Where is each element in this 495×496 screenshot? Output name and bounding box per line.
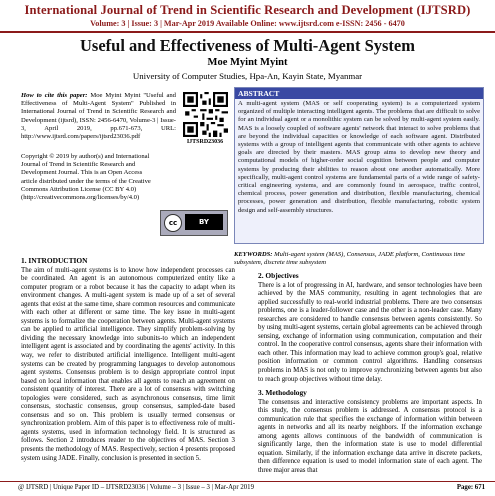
- copyright-notice: Copyright © 2019 by author(s) and International Journal of Trend in Scientific Research and Development Journal. This is an Open Access article distributed under the terms of the Creative Commons Attribution License (CC BY 4.0) (http://creativecommons.org/licenses/by/4.0): [21, 153, 151, 202]
- cc-circle-icon: cc: [164, 214, 182, 232]
- citation-block: [21, 92, 176, 141]
- journal-issue-line: Volume: 3 | Issue: 3 | Mar-Apr 2019 Available Online: www.ijtsrd.com e-ISSN: 2456 - 6470: [90, 19, 405, 28]
- qr-code-label: IJTSRD23036: [186, 139, 224, 145]
- qr-code-icon: [183, 92, 228, 137]
- keywords-label: KEYWORDS:: [234, 251, 273, 258]
- keywords: [234, 251, 482, 267]
- keywords-text: Multi-agent system (MAS), Consensus, JADE platform, Continuous time subsystem, discrete time subsystem: [234, 251, 465, 267]
- right-column: [258, 270, 482, 476]
- footer-info: @ IJTSRD | Unique Paper ID – IJTSRD23036 | Volume – 3 | Issue – 3 | Mar-Apr 2019: [18, 484, 254, 491]
- header-divider: [0, 31, 495, 33]
- abstract-text: A multi-agent system (MAS or self cooperating system) is a computerized system organized of multiple interacting intelligent agents. The problems that are difficult to solve for an individual agent or a monolithic system can be solved by multi-agent system easily. MAS is a loosely coupled of software agents' network that interact to solve problems that are beyond the individual capacities or knowledge of each software agent. Distributed systems with a group of intelligent agents that communicate with other agents to achieve goals are directed by their masters. MAS group aims to develop new theory and computational models of higher-order social cognition between people and computer systems by producing their abilities to reason about one another automatically. More specifically, multi-agent control systems are fundamental parts of a wide range of safety-critical engineering systems, and are commonly found in aerospace, traffic control, chemical process, power generation and distribution, flexible manufacturing, chemical processes, power generation and distribution, flexible manufacturing, robotic system design and self-assembly structures.: [238, 100, 480, 214]
- journal-name: International Journal of Trend in Scientific Research and Development (IJTSRD): [24, 3, 471, 17]
- cc-by-icon[interactable]: [160, 210, 228, 236]
- citation-lead: How to cite this paper:: [21, 92, 88, 99]
- abstract-box: [234, 87, 484, 244]
- section-heading-objectives: 2. Objectives: [258, 271, 299, 280]
- section-heading-introduction: 1. INTRODUCTION: [21, 256, 88, 265]
- citation-text: Moe Myint Myint "Useful and Effectiveness of Multi-Agent System" Published in International Journal of Trend in Scientific Research and Development (ijtsrd), ISSN: 2456-6470, Volume-3 | Issue-3, April 2019, pp.671-673, URL: http://www.ijtsrd.com/papers/ijtsrd23036.pdf: [21, 92, 176, 141]
- page-footer: [0, 481, 495, 496]
- introduction-text: The aim of multi-agent systems is to know how independent processes can be coordinated. An agent is an autonomous computerized entity like a computer program or a robot because it has the capacity to adapt when its environment changes. A multi-agent system is made up of a set of several agents that exist at the same time, share common resources and communicate with each other at different or same time. The key issue in multi-agent systems is to formalize the cooperation between agents. Multi-agent systems can be applied to artificial intelligence. They simplify problem-solving by dividing the necessary knowledge into subunits-to which an independent intelligent agent is associated and by coordinating the agents' activity. In this way, we refer to distributed artificial intelligence. Intelligent multi-agent systems can be created by programming languages to develop autonomous agent systems. Consensus problem is to design appropriate control input based on local information that enables all agents to reach an agreement on consistent quantity of interest. There are a lot of consensus with switching topologies were considered, such as asynchronous consensus, time limit consensus, stochastic consensus, group consensus, sampled-date based consensus and so on. This problem is usually termed consensus or synchronization problem. Aim of this paper is to effectiveness role of multi-agents systems, used in information technology field. It is structured as follows. Section 2 introduces reader to the objectives of MAS. Section 3 presents the methodology of MAS. Respectively, section 4 presents proposed system using JADE. Finally, conclusion is presented in section 5.: [21, 266, 235, 462]
- author-affiliation: University of Computer Studies, Hpa-An, Kayin State, Myanmar: [132, 71, 363, 81]
- abstract-heading: ABSTRACT: [235, 88, 483, 99]
- objectives-text: There is a lot of progressing in AI, hardware, and sensor technologies have been achieved by the MAS community, resulting in agent technologies that are applied successfully to real-world industrial problems. There are two consensus problems, one is a leader-follower case and the other is a non-leader case. Many researches are considered to handle consensus between agents consistently. So by using multi-agent systems, certain global agreements can be achieved through sensing, exchange of information using communication, computation and their control. In the cooperative control consensus, agents share their information with each other. This information may lead to achieve common group's goal, relative position information or common control algorithms. Handling consensus problems in MAS is not only to improve synchronizing between agents but also to reach group objectives without time delay.: [258, 281, 482, 383]
- left-column: [21, 255, 235, 463]
- methodology-text: The consensus and interactive consistency problems are important aspects. In this study, the consensus problem is addressed. A consensus protocol is a communication rule that specifies the exchange of information within between agents in networks and all its nearby neighbors. If the information exchange among agents allows continuous of the bandwidth of communication is significantly large, then the information state is use to model differential equation. Similarly, if the information exchange data arrive in discrete packets, then difference equation is used to model information state of each agent. The three major areas that: [258, 398, 482, 475]
- by-badge: BY: [185, 214, 223, 230]
- journal-header: [0, 0, 495, 29]
- paper-title: Useful and Effectiveness of Multi-Agent System: [79, 36, 415, 55]
- author-name: Moe Myint Myint: [207, 57, 288, 68]
- page-number: Page: 671: [456, 484, 485, 491]
- section-heading-methodology: 3. Methodology: [258, 388, 307, 398]
